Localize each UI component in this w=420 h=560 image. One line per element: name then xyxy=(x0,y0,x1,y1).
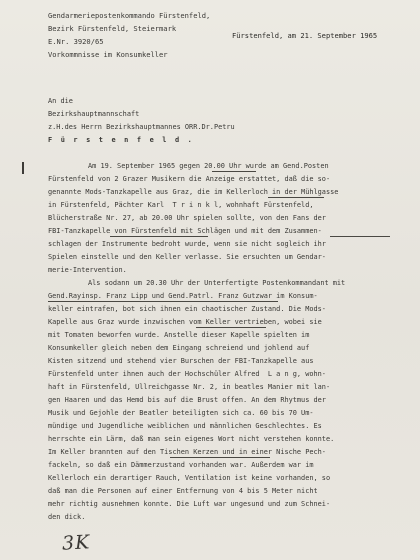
body-line: FBI-Tanzkapelle von Fürstenfeld mit Schlägen und mit dem Zusammen- xyxy=(48,227,322,235)
hand-underline xyxy=(330,236,390,237)
body-line: herrschte ein Lärm, daß man sein eigenes Wort nicht verstehen konnte. xyxy=(48,435,335,443)
body-line: daß man die Personen auf einer Entfernung von 4 bis 5 Meter nicht xyxy=(48,487,318,495)
header-line-4: Vorkommnisse im Konsumkeller xyxy=(48,50,168,59)
hand-underline xyxy=(212,171,256,172)
body-line: Im Keller brannten auf den Tischen Kerzen und in einer Nische Pech- xyxy=(48,448,326,456)
body-line: Blücherstraße Nr. 27, ab 20.00 Uhr spielen sollte, von den Fans der xyxy=(48,214,326,222)
hand-underline xyxy=(196,327,266,328)
body-line: Fürstenfeld von 2 Grazer Musikern die Anzeige erstattet, daß die so- xyxy=(48,175,331,183)
body-line: Als sodann um 20.30 Uhr der Unterfertigte Postenkommandant mit xyxy=(88,279,346,287)
body-line: keller eintrafen, bot sich ihnen ein chaotischer Zustand. Die Mods- xyxy=(48,305,326,313)
body-line: Gend.Rayinsp. Franz Lipp und Gend.Patrl. Franz Gutzwar im Konsum- xyxy=(48,292,318,300)
body-line: Fürstenfeld unter ihnen auch der Hochschüler Alfred L a n g, wohn- xyxy=(48,370,326,378)
body-line: mehr richtig ausnehmen konnte. Die Luft war ungesund und zum Schnei- xyxy=(48,500,331,508)
body-line: in Fürstenfeld, Pächter Karl T r i n k l, wohnhaft Fürstenfeld, xyxy=(48,201,314,209)
hand-underline xyxy=(48,301,278,302)
recipient-line-2: Bezirkshauptmannschaft xyxy=(48,110,140,118)
hand-underline xyxy=(170,457,270,458)
recipient-city: F ü r s t e n f e l d . xyxy=(48,136,195,144)
body-line: mündige und Jugendliche weiblichen und männlichen Geschlechtes. Es xyxy=(48,422,322,430)
hand-underline xyxy=(268,197,324,198)
header-line-1: Gendarmeriepostenkommando Fürstenfeld, xyxy=(48,11,211,20)
body-line: Spielen einstelle und den Keller verlasse. Sie ersuchten um Gendar- xyxy=(48,253,326,261)
body-line: merie-Intervention. xyxy=(48,266,127,274)
header-line-3: E.Nr. 3920/65 xyxy=(48,37,104,46)
body-line: gen Haaren und das Hemd bis auf die Brust offen. An dem Rhytmus der xyxy=(48,396,326,404)
margin-mark xyxy=(22,162,24,174)
body-line: den dick. xyxy=(48,513,86,521)
hand-underline xyxy=(110,236,208,237)
body-line: Kisten sitzend und stehend vier Burschen der FBI-Tanzkapelle aus xyxy=(48,357,314,365)
body-line: Kapelle aus Graz wurde inzwischen vom Keller vertrieben, wobei sie xyxy=(48,318,322,326)
body-line: fackeln, so daß ein Dämmerzustand vorhanden war. Außerdem war im xyxy=(48,461,314,469)
body-line: Am 19. September 1965 gegen 20.00 Uhr wurde am Gend.Posten xyxy=(88,162,329,170)
body-line: genannte Mods-Tanzkapelle aus Graz, die im Kellerloch in der Mühlgasse xyxy=(48,188,339,196)
body-line: mit Tomaten beworfen wurde. Anstelle dieser Kapelle spielten im xyxy=(48,331,310,339)
recipient-line-1: An die xyxy=(48,97,73,105)
body-line: Musik und Gejohle der Beatler beteiligten sich ca. 60 bis 70 Um- xyxy=(48,409,314,417)
body-line: Kellerloch ein derartiger Rauch, Ventilation ist keine vorhanden, so xyxy=(48,474,331,482)
recipient-line-3: z.H.des Herrn Bezirkshauptmannes ORR.Dr.Petru xyxy=(48,123,235,131)
handwritten-annotation: 3K xyxy=(61,531,91,555)
place-date: Fürstenfeld, am 21. September 1965 xyxy=(232,31,378,40)
header-line-2: Bezirk Fürstenfeld, Steiermark xyxy=(48,24,177,33)
body-line: haft in Fürstenfeld, Ullreichgasse Nr. 2, in beatles Manier mit lan- xyxy=(48,383,331,391)
body-line: schlagen der Instrumente bedroht wurde, wenn sie nicht sogleich ihr xyxy=(48,240,326,248)
body-line: Konsumkeller gleich neben dem Eingang schreiend und johlend auf xyxy=(48,344,310,352)
